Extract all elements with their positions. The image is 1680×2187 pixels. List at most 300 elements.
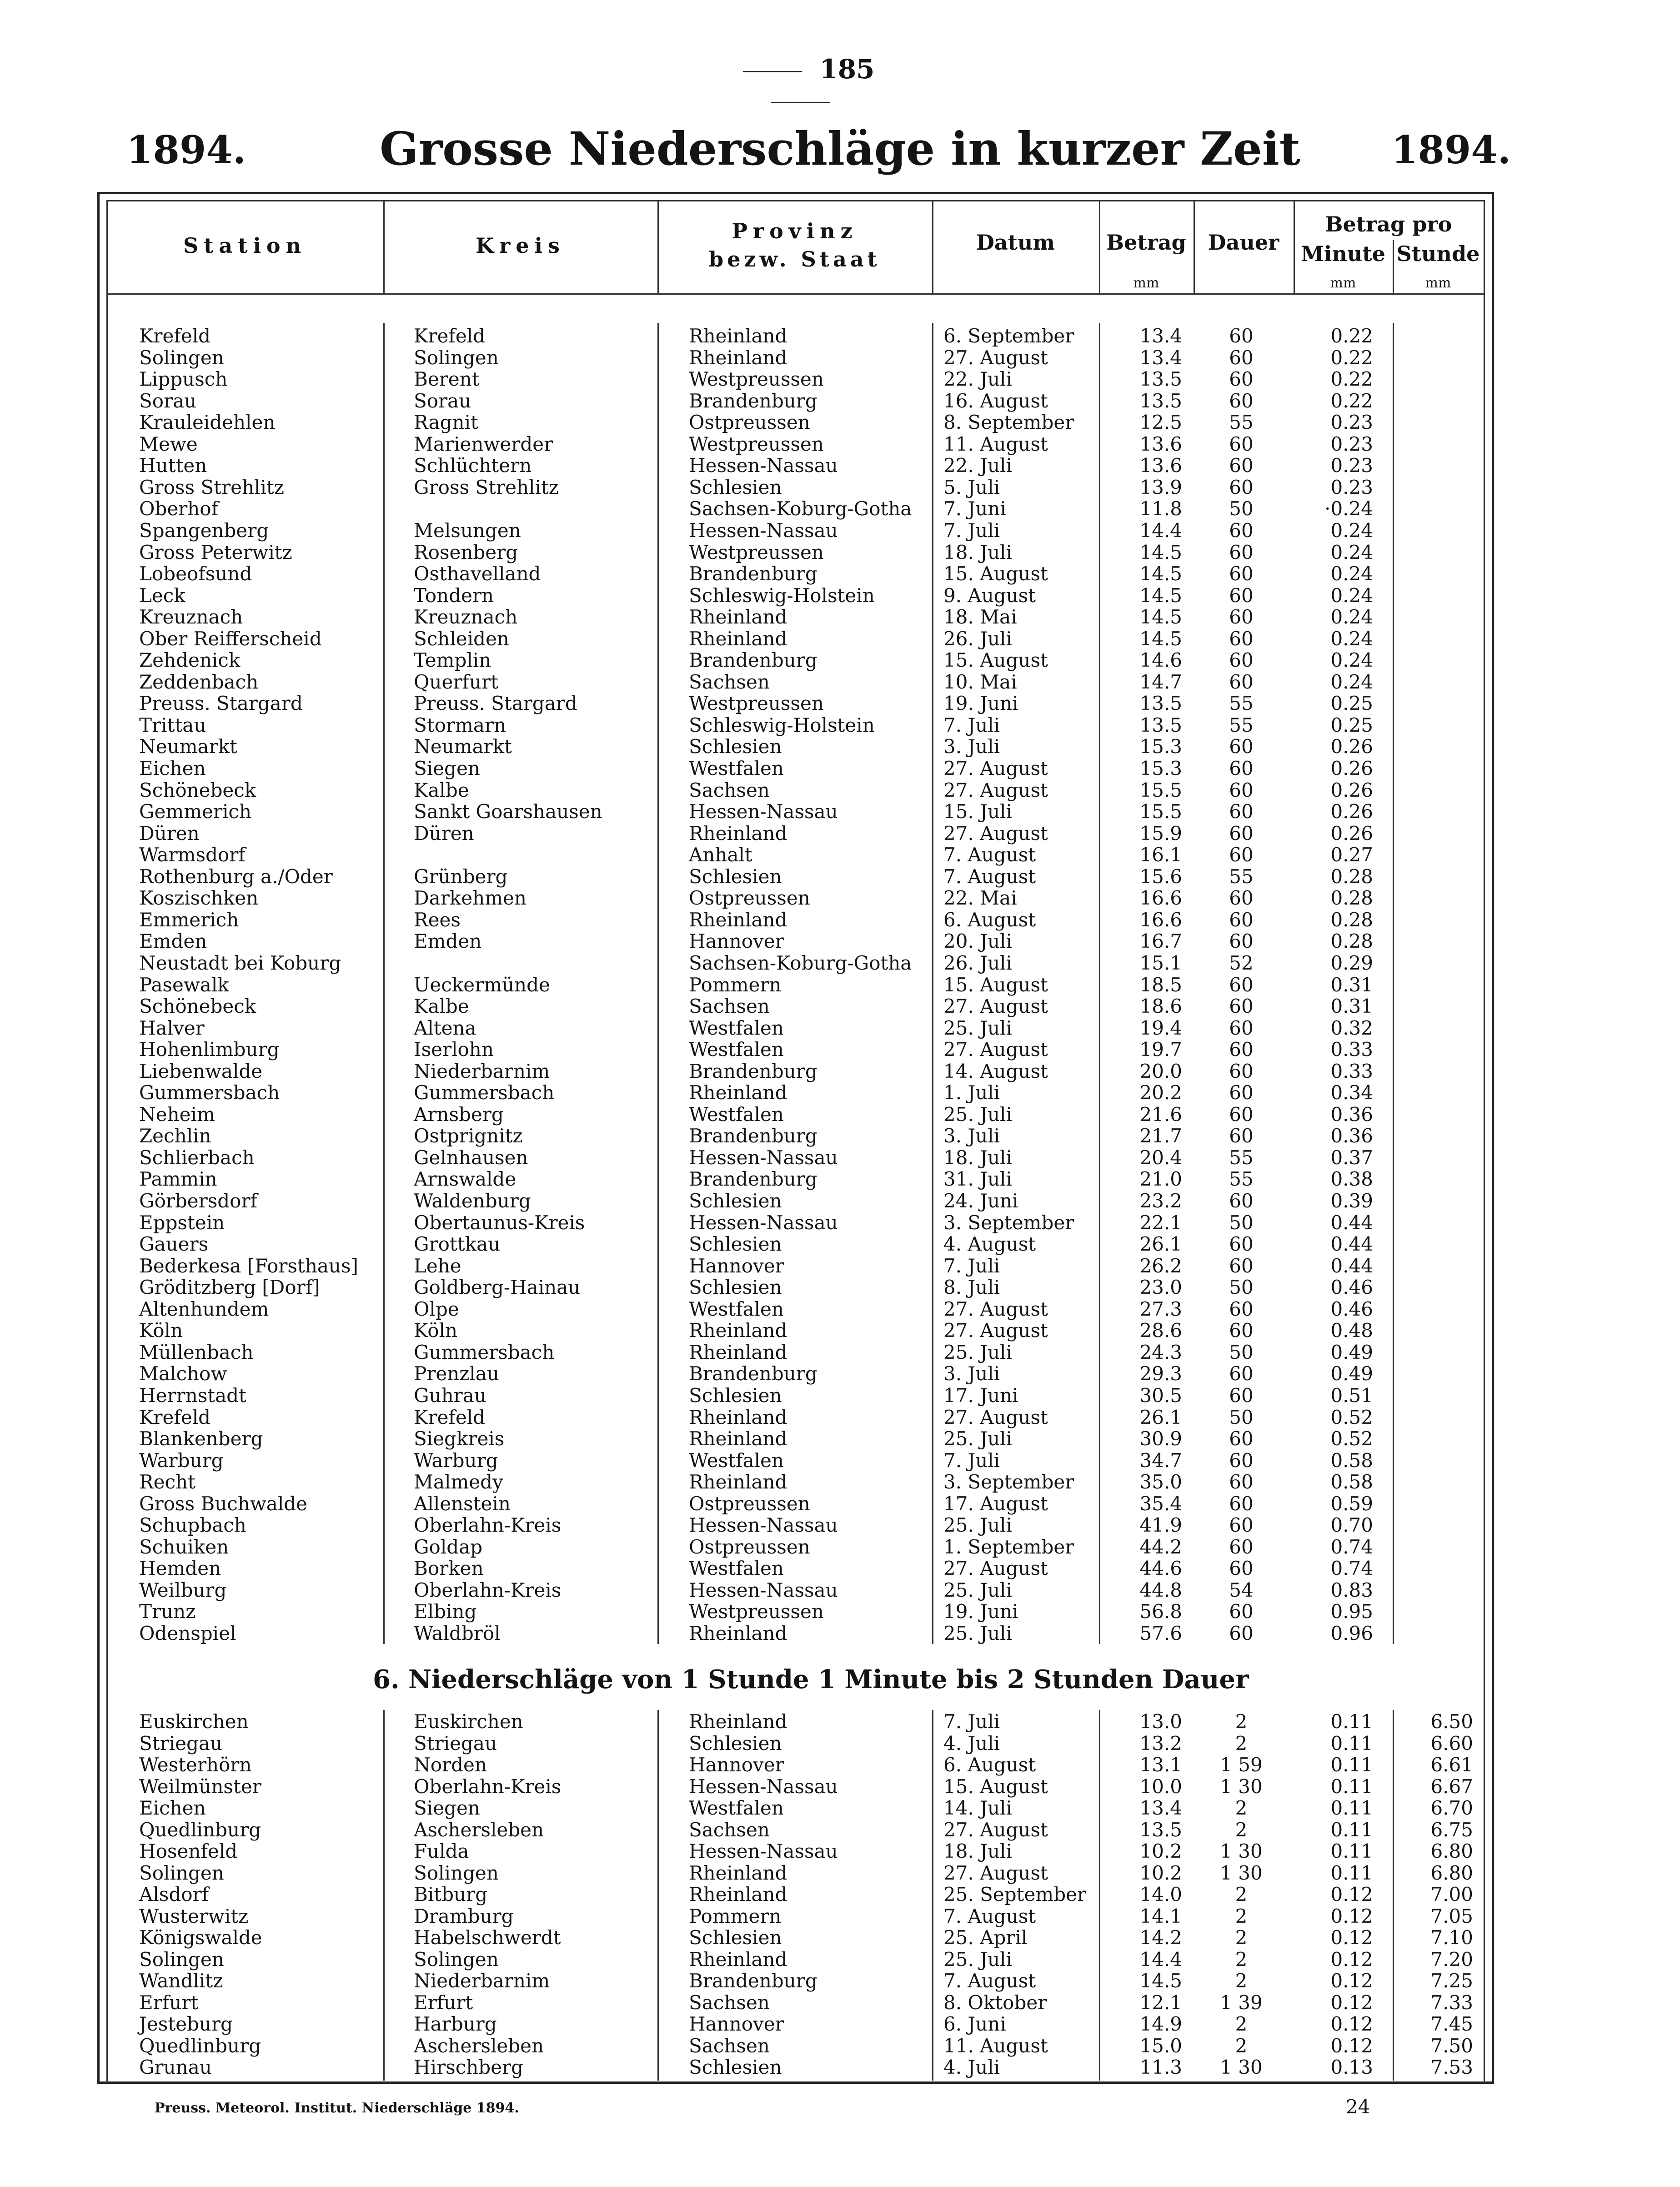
section-6-title: 6. Niederschläge von 1 Stunde 1 Minute bis 2 Stunden Dauer [373,1664,1249,1694]
kreis-cell: Schlüchtern [414,454,532,477]
betrag-cell: 26.2 [1139,1254,1182,1277]
betrag-cell: 13.4 [1139,325,1182,347]
dauer-cell: 60 [1229,432,1254,455]
dauer-cell: 60 [1229,844,1254,866]
table-row [0,1992,1680,2013]
table-row [0,347,1680,368]
minute-cell: 0.70 [1330,1514,1373,1537]
betrag-cell: 23.0 [1139,1276,1182,1299]
minute-cell: 0.26 [1330,735,1373,758]
station-cell: Lobeofsund [139,563,252,585]
betrag-cell: 19.7 [1139,1038,1182,1061]
dauer-cell: 60 [1229,346,1254,369]
page-number: 185 [687,54,914,116]
kreis-cell: Kalbe [414,995,469,1018]
provinz-cell: Sachsen [689,2034,770,2057]
kreis-cell: Siegen [414,757,480,779]
kreis-cell: Striegau [414,1732,497,1755]
datum-cell: 27. August [943,1406,1048,1428]
header-provinz: Provinz [732,219,858,243]
kreis-cell: Allenstein [414,1492,511,1515]
dauer-cell: 60 [1229,1471,1254,1493]
minute-cell: 0.26 [1330,757,1373,779]
table-row [0,1471,1680,1493]
stunde-cell: 6.80 [1430,1840,1473,1862]
provinz-cell: Westfalen [689,1038,784,1061]
minute-cell: 0.13 [1330,2056,1373,2078]
table-row [0,1711,1680,1732]
datum-cell: 7. Juli [943,519,1000,542]
dauer-cell: 60 [1229,1297,1254,1320]
minute-cell: 0.12 [1330,2034,1373,2057]
provinz-cell: Westfalen [689,1016,784,1039]
minute-cell: 0.36 [1330,1103,1373,1126]
dauer-cell: 54 [1229,1579,1254,1601]
betrag-cell: 41.9 [1139,1514,1182,1537]
provinz-cell: Rheinland [689,1710,787,1733]
datum-cell: 26. Juli [943,951,1012,974]
kreis-cell: Guhrau [414,1384,486,1407]
dauer-cell: 60 [1229,973,1254,996]
table-row [0,1363,1680,1384]
table-row [0,542,1680,563]
provinz-cell: Hessen-Nassau [689,1514,838,1537]
provinz-cell: Schlesien [689,1233,782,1256]
table-row [0,1905,1680,1927]
dauer-cell: 50 [1229,1211,1254,1234]
table-row [0,1298,1680,1320]
minute-cell: 0.27 [1330,844,1373,866]
provinz-cell: Brandenburg [689,1362,817,1385]
table-row [0,2035,1680,2056]
station-cell: Warburg [139,1449,224,1472]
dauer-cell: 1 39 [1220,1991,1263,2014]
table-row [0,563,1680,584]
header-dauer: Dauer [1208,230,1279,255]
provinz-cell: Brandenburg [689,649,817,672]
station-cell: Trunz [139,1600,196,1623]
table-row [0,1949,1680,1970]
dauer-cell: 60 [1229,1016,1254,1039]
betrag-cell: 13.6 [1139,454,1182,477]
dauer-cell: 60 [1229,476,1254,498]
provinz-cell: Ostpreussen [689,887,810,910]
datum-cell: 27. August [943,346,1048,369]
betrag-cell: 26.1 [1139,1406,1182,1428]
minute-cell: 0.28 [1330,887,1373,910]
provinz-cell: Hessen-Nassau [689,1146,838,1169]
datum-cell: 1. Juli [943,1081,1000,1104]
minute-cell: 0.11 [1330,1861,1373,1884]
datum-cell: 7. August [943,865,1036,888]
provinz-cell: Hannover [689,930,784,953]
betrag-cell: 44.8 [1139,1579,1182,1601]
dauer-cell: 2 [1235,1818,1248,1841]
table-row [0,1970,1680,1991]
kreis-cell: Prenzlau [414,1362,499,1385]
datum-cell: 27. August [943,1319,1048,1342]
station-cell: Düren [139,822,200,845]
provinz-cell: Sachsen-Koburg-Gotha [689,498,912,520]
header-betrag: Betrag [1106,230,1186,255]
betrag-cell: 11.3 [1139,2056,1182,2078]
betrag-cell: 15.5 [1139,800,1182,823]
station-cell: Alsdorf [139,1883,209,1905]
kreis-cell: Waldenburg [414,1190,531,1212]
station-cell: Hutten [139,454,207,477]
provinz-cell: Hessen-Nassau [689,454,838,477]
table-row [0,368,1680,390]
kreis-cell: Fulda [414,1840,469,1862]
dauer-cell: 60 [1229,519,1254,542]
header-bottom-rule [106,293,1485,295]
kreis-cell: Grottkau [414,1233,501,1256]
minute-cell: 0.24 [1330,563,1373,585]
station-cell: Gummersbach [139,1081,280,1104]
station-cell: Spangenberg [139,519,269,542]
station-cell: Krefeld [139,325,211,347]
table-row [0,1082,1680,1103]
provinz-cell: Westfalen [689,1297,784,1320]
provinz-cell: Schlesien [689,1190,782,1212]
provinz-cell: Schlesien [689,1276,782,1299]
station-cell: Gross Buchwalde [139,1492,308,1515]
kreis-cell: Erfurt [414,1991,473,2014]
provinz-cell: Brandenburg [689,563,817,585]
stunde-cell: 6.70 [1430,1797,1473,1819]
minute-cell: 0.24 [1330,606,1373,628]
provinz-cell: Rheinland [689,1428,787,1450]
datum-cell: 20. Juli [943,930,1012,953]
minute-cell: 0.12 [1330,1883,1373,1905]
kreis-cell: Borken [414,1557,484,1580]
betrag-cell: 14.5 [1139,541,1182,563]
datum-cell: 27. August [943,757,1048,779]
stunde-cell: 6.61 [1430,1754,1473,1776]
table-row [0,1125,1680,1146]
provinz-cell: Sachsen [689,1991,770,2014]
betrag-cell: 14.7 [1139,670,1182,693]
minute-cell: 0.25 [1330,714,1373,736]
stunde-cell: 6.60 [1430,1732,1473,1755]
station-cell: Görbersdorf [139,1190,258,1212]
provinz-cell: Westfalen [689,1449,784,1472]
station-cell: Krauleidehlen [139,411,276,434]
datum-cell: 16. August [943,389,1048,412]
kreis-cell: Rees [414,908,461,931]
dauer-cell: 60 [1229,1103,1254,1126]
table-row [0,455,1680,476]
table-row [0,801,1680,822]
betrag-cell: 13.2 [1139,1732,1182,1755]
minute-cell: 0.24 [1330,649,1373,672]
minute-cell: 0.22 [1330,346,1373,369]
datum-cell: 7. Juli [943,1710,1000,1733]
dauer-cell: 60 [1229,563,1254,585]
minute-cell: 0.34 [1330,1081,1373,1104]
minute-cell: 0.11 [1330,1775,1373,1798]
provinz-cell: Westpreussen [689,541,824,563]
dauer-cell: 60 [1229,1233,1254,1256]
betrag-cell: 19.4 [1139,1016,1182,1039]
kreis-cell: Solingen [414,1948,499,1971]
table-row [0,1623,1680,1644]
station-cell: Neheim [139,1103,215,1126]
datum-cell: 27. August [943,779,1048,801]
stunde-cell: 7.50 [1430,2034,1473,2057]
minute-cell: 0.58 [1330,1471,1373,1493]
betrag-cell: 34.7 [1139,1449,1182,1472]
table-row [0,1017,1680,1039]
minute-cell: 0.12 [1330,1970,1373,1992]
datum-cell: 25. Juli [943,1016,1012,1039]
minute-cell: 0.31 [1330,973,1373,996]
betrag-cell: 10.2 [1139,1840,1182,1862]
table-row [0,1104,1680,1125]
stunde-cell: 7.20 [1430,1948,1473,1971]
dauer-cell: 60 [1229,822,1254,845]
table-row [0,1862,1680,1884]
table-row [0,1819,1680,1840]
provinz-cell: Rheinland [689,346,787,369]
minute-cell: 0.28 [1330,908,1373,931]
minute-cell: 0.37 [1330,1146,1373,1169]
station-cell: Pammin [139,1168,217,1191]
kreis-cell: Siegen [414,1797,480,1819]
minute-cell: 0.38 [1330,1168,1373,1191]
provinz-cell: Rheinland [689,606,787,628]
provinz-cell: Westfalen [689,1557,784,1580]
table-row [0,1233,1680,1255]
betrag-cell: 13.6 [1139,432,1182,455]
station-cell: Solingen [139,1861,224,1884]
betrag-cell: 16.7 [1139,930,1182,953]
table-row [0,2056,1680,2078]
minute-cell: 0.12 [1330,1905,1373,1927]
table-row [0,1601,1680,1622]
dauer-cell: 60 [1229,735,1254,758]
table-row [0,930,1680,952]
dauer-cell: 60 [1229,757,1254,779]
dauer-cell: 50 [1229,1341,1254,1363]
dauer-cell: 50 [1229,1406,1254,1428]
table-row [0,823,1680,844]
betrag-cell: 20.0 [1139,1060,1182,1082]
provinz-cell: Rheinland [689,1883,787,1905]
betrag-cell: 14.9 [1139,2013,1182,2035]
betrag-cell: 24.3 [1139,1341,1182,1363]
provinz-cell: Rheinland [689,1948,787,1971]
kreis-cell: Gummersbach [414,1081,555,1104]
station-cell: Schupbach [139,1514,246,1537]
kreis-cell: Arnswalde [414,1168,517,1191]
station-cell: Zeddenbach [139,670,259,693]
dauer-cell: 1 30 [1220,1775,1263,1798]
dauer-cell: 60 [1229,1081,1254,1104]
minute-cell: 0.12 [1330,1926,1373,1949]
kreis-cell: Melsungen [414,519,521,542]
table-row [0,909,1680,930]
kreis-cell: Goldberg-Hainau [414,1276,581,1299]
station-cell: Pasewalk [139,973,229,996]
dauer-cell: 60 [1229,670,1254,693]
kreis-cell: Iserlohn [414,1038,494,1061]
betrag-cell: 13.5 [1139,714,1182,736]
minute-cell: 0.36 [1330,1125,1373,1147]
table-row [0,1277,1680,1298]
minute-cell: 0.74 [1330,1557,1373,1580]
kreis-cell: Obertaunus-Kreis [414,1211,585,1234]
dauer-cell: 60 [1229,1060,1254,1082]
dauer-cell: 60 [1229,325,1254,347]
datum-cell: 26. Juli [943,627,1012,650]
dauer-cell: 60 [1229,368,1254,391]
betrag-cell: 14.6 [1139,649,1182,672]
dauer-cell: 2 [1235,1948,1248,1971]
station-cell: Liebenwalde [139,1060,263,1082]
datum-cell: 11. August [943,432,1048,455]
datum-cell: 6. August [943,908,1036,931]
minute-cell: 0.12 [1330,2013,1373,2035]
minute-cell: 0.11 [1330,1818,1373,1841]
provinz-cell: Westfalen [689,1797,784,1819]
minute-cell: 0.46 [1330,1297,1373,1320]
kreis-cell: Köln [414,1319,458,1342]
datum-cell: 31. Juli [943,1168,1012,1191]
datum-cell: 3. September [943,1211,1074,1234]
datum-cell: 25. Juli [943,1341,1012,1363]
provinz-cell: Hessen-Nassau [689,1211,838,1234]
station-cell: Neustadt bei Koburg [139,951,341,974]
table-row [0,1385,1680,1406]
table-row [0,390,1680,412]
table-row [0,995,1680,1017]
station-cell: Neumarkt [139,735,237,758]
table-row [0,758,1680,779]
datum-cell: 15. August [943,973,1048,996]
datum-cell: 17. August [943,1492,1048,1515]
stunde-cell: 7.33 [1430,1991,1473,2014]
provinz-cell: Rheinland [689,1861,787,1884]
kreis-cell: Solingen [414,346,499,369]
kreis-cell: Templin [414,649,491,672]
station-cell: Quedlinburg [139,2034,261,2057]
provinz-cell: Westpreussen [689,368,824,391]
betrag-cell: 13.1 [1139,1754,1182,1776]
datum-cell: 7. Juli [943,1254,1000,1277]
kreis-cell: Waldbröl [414,1622,501,1644]
betrag-cell: 44.2 [1139,1535,1182,1558]
betrag-cell: 16.6 [1139,887,1182,910]
dauer-cell: 60 [1229,454,1254,477]
stunde-cell: 7.05 [1430,1905,1473,1927]
kreis-cell: Preuss. Stargard [414,692,577,715]
header-minute: Minute [1301,241,1385,266]
datum-cell: 25. Juli [943,1622,1012,1644]
dauer-cell: 60 [1229,1492,1254,1515]
table-row [0,1212,1680,1233]
kreis-cell: Bitburg [414,1883,488,1905]
datum-cell: 22. Mai [943,887,1017,910]
betrag-cell: 16.1 [1139,844,1182,866]
station-cell: Solingen [139,346,224,369]
datum-cell: 25. Juli [943,1948,1012,1971]
datum-cell: 25. Juli [943,1579,1012,1601]
header-kreis: Kreis [476,233,565,258]
kreis-cell: Aschersleben [414,2034,544,2057]
station-cell: Herrnstadt [139,1384,246,1407]
minute-cell: 0.52 [1330,1406,1373,1428]
betrag-cell: 13.5 [1139,692,1182,715]
unit-betrag: mm [1133,275,1159,291]
dauer-cell: 2 [1235,1732,1248,1755]
kreis-cell: Gelnhausen [414,1146,528,1169]
datum-cell: 8. Oktober [943,1991,1047,2014]
kreis-cell: Düren [414,822,474,845]
minute-cell: ·0.24 [1324,498,1373,520]
betrag-cell: 23.2 [1139,1190,1182,1212]
provinz-cell: Ostpreussen [689,411,810,434]
dauer-cell: 60 [1229,779,1254,801]
dauer-cell: 60 [1229,1557,1254,1580]
kreis-cell: Schleiden [414,627,509,650]
dauer-cell: 55 [1229,1168,1254,1191]
provinz-cell: Hannover [689,1754,784,1776]
station-cell: Gauers [139,1233,209,1256]
betrag-cell: 14.4 [1139,519,1182,542]
provinz-cell: Hessen-Nassau [689,1775,838,1798]
provinz-cell: Rheinland [689,822,787,845]
kreis-cell: Arnsberg [414,1103,504,1126]
datum-cell: 27. August [943,995,1048,1018]
betrag-cell: 26.1 [1139,1233,1182,1256]
betrag-cell: 13.0 [1139,1710,1182,1733]
dauer-cell: 1 30 [1220,1840,1263,1862]
datum-cell: 15. Juli [943,800,1012,823]
minute-cell: 0.22 [1330,368,1373,391]
provinz-cell: Schlesien [689,1732,782,1755]
station-cell: Emmerich [139,908,239,931]
provinz-cell: Hannover [689,1254,784,1277]
provinz-cell: Westpreussen [689,692,824,715]
provinz-cell: Brandenburg [689,1168,817,1191]
table-row [0,1579,1680,1601]
table-row [0,2013,1680,2035]
betrag-cell: 21.0 [1139,1168,1182,1191]
datum-cell: 7. August [943,1905,1036,1927]
minute-cell: 0.23 [1330,454,1373,477]
station-cell: Euskirchen [139,1710,249,1733]
minute-cell: 0.11 [1330,1754,1373,1776]
dauer-cell: 2 [1235,2034,1248,2057]
minute-cell: 0.28 [1330,930,1373,953]
station-cell: Schönebeck [139,995,256,1018]
minute-cell: 0.46 [1330,1276,1373,1299]
betrag-cell: 21.7 [1139,1125,1182,1147]
station-cell: Eichen [139,1797,206,1819]
dauer-cell: 60 [1229,584,1254,607]
table-row [0,585,1680,606]
minute-cell: 0.24 [1330,584,1373,607]
betrag-cell: 28.6 [1139,1319,1182,1342]
table-row [0,1320,1680,1341]
betrag-cell: 14.5 [1139,584,1182,607]
table-row [0,520,1680,541]
datum-cell: 7. Juni [943,498,1006,520]
dauer-cell: 55 [1229,692,1254,715]
kreis-cell: Darkehmen [414,887,527,910]
minute-cell: 0.49 [1330,1341,1373,1363]
